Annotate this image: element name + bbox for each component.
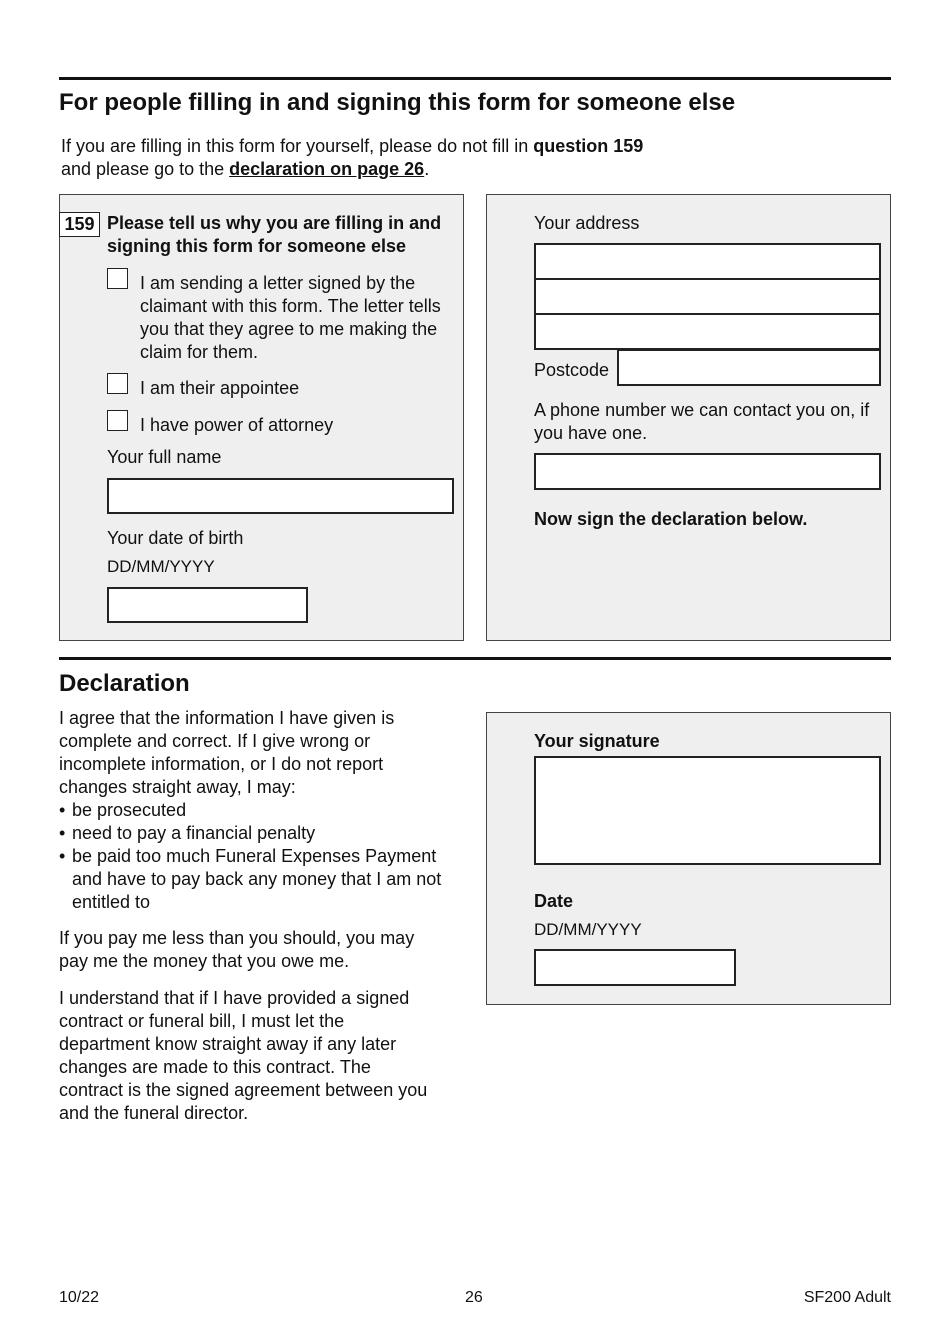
section-intro: If you are filling in this form for yourself, please do not fill in question 159 and please go to the declaration on page 26. xyxy=(61,136,644,179)
section-title: For people filling in and signing this form for someone else xyxy=(59,89,736,116)
full-name-input[interactable] xyxy=(107,478,454,514)
declaration-bullet-list xyxy=(59,799,459,914)
option-appointee-label: I am their appointee xyxy=(140,378,300,398)
declaration-body xyxy=(59,707,459,1125)
declaration-title: Declaration xyxy=(59,670,190,697)
section-divider-declaration xyxy=(59,657,891,660)
question-number: 159 xyxy=(59,212,100,237)
declaration-link[interactable]: declaration on page 26 xyxy=(229,159,425,179)
checkbox-power-of-attorney[interactable] xyxy=(107,410,128,431)
postcode-input[interactable] xyxy=(617,349,881,386)
phone-input[interactable] xyxy=(534,453,881,490)
date-hint: DD/MM/YYYY xyxy=(534,920,642,939)
footer-form-code: SF200 Adult xyxy=(803,1289,891,1306)
date-label: Date xyxy=(534,891,574,911)
dob-label: Your date of birth xyxy=(107,528,244,548)
declaration-bullet: • need to pay a financial penalty xyxy=(59,822,459,845)
declaration-para-3: I understand that if I have provided a signed contract or funeral bill, I must let the department know straight away if any later changes are made to this contract. The contract is the signed agreement between you and the funeral director. xyxy=(59,988,428,1123)
address-line-1-input[interactable] xyxy=(534,243,881,280)
signature-input[interactable] xyxy=(534,756,881,865)
checkbox-letter-signed[interactable] xyxy=(107,268,128,289)
signature-label: Your signature xyxy=(534,731,660,751)
declaration-bullet: • be paid too much Funeral Expenses Payment and have to pay back any money that I am not entitled to xyxy=(59,845,454,914)
address-line-2-input[interactable] xyxy=(534,278,881,315)
footer-date: 10/22 xyxy=(59,1289,100,1306)
declaration-bullet: • be prosecuted xyxy=(59,799,459,822)
postcode-label: Postcode xyxy=(534,360,610,380)
address-line-3-input[interactable] xyxy=(534,313,881,350)
section-divider-top xyxy=(59,77,891,80)
option-power-of-attorney-label: I have power of attorney xyxy=(140,415,334,435)
dob-hint: DD/MM/YYYY xyxy=(107,557,215,576)
declaration-para-2: If you pay me less than you should, you may pay me the money that you owe me. xyxy=(59,928,415,971)
option-letter-signed-label: I am sending a letter signed by the claimant with this form. The letter tells you that they agree to me making the claim for them. xyxy=(140,273,441,362)
sign-instruction: Now sign the declaration below. xyxy=(534,509,808,529)
checkbox-appointee[interactable] xyxy=(107,373,128,394)
declaration-para-1: I agree that the information I have given is complete and correct. If I give wrong or incomplete information, or I do not report changes straight away, I may: xyxy=(59,708,395,797)
address-label: Your address xyxy=(534,213,640,233)
date-input[interactable] xyxy=(534,949,736,986)
phone-label: A phone number we can contact you on, if you have one. xyxy=(534,400,870,443)
dob-input[interactable] xyxy=(107,587,308,623)
question-text: Please tell us why you are filling in and signing this form for someone else xyxy=(107,213,442,256)
question-reference: question 159 xyxy=(533,136,644,156)
footer-page-number: 26 xyxy=(465,1289,483,1306)
full-name-label: Your full name xyxy=(107,447,222,467)
